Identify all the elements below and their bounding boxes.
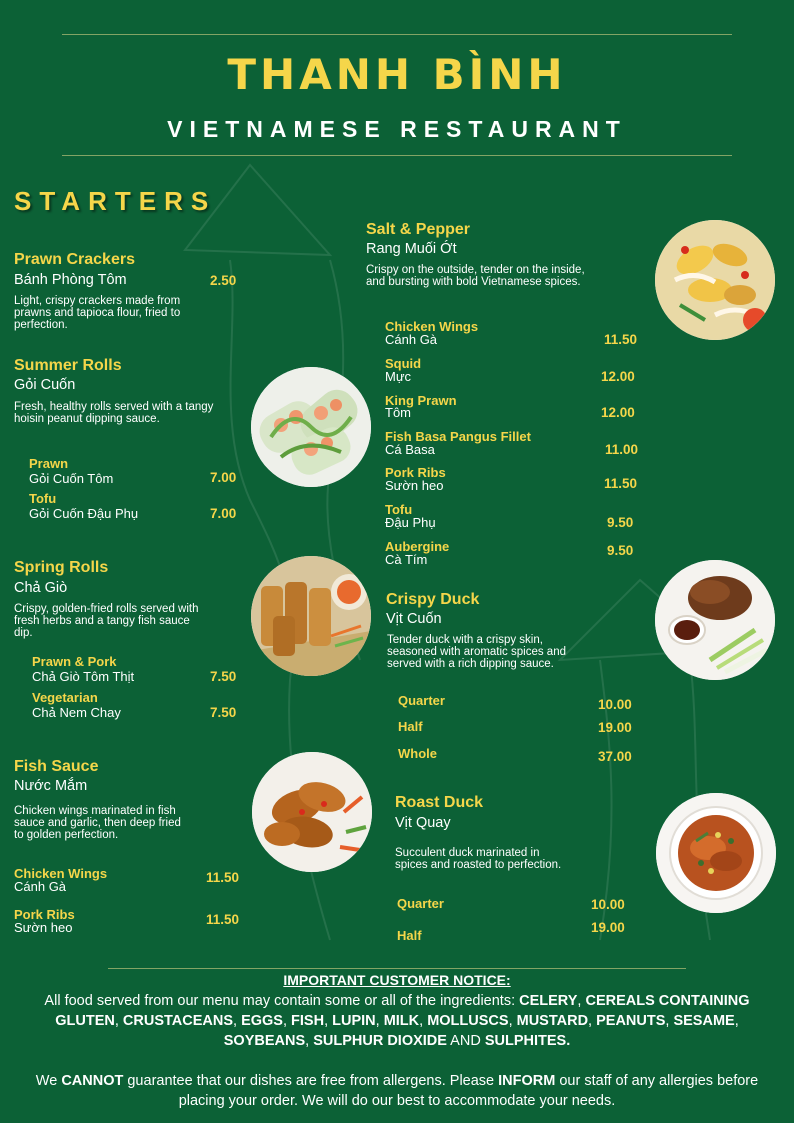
allergen: CEREALS CONTAINING GLUTEN <box>55 993 750 1029</box>
spring-rolls-photo <box>251 556 371 676</box>
option-viet-name: Chả Nem Chay <box>32 705 121 720</box>
dish-viet-name: Nước Mắm <box>14 778 88 794</box>
allergen: MUSTARD <box>516 1013 589 1029</box>
option-name: Squid <box>385 356 422 371</box>
option-viet-name: Chả Giò Tôm Thịt <box>32 669 135 684</box>
section-title: STARTERS <box>14 186 217 216</box>
dish-name: Salt & Pepper <box>366 221 471 238</box>
fish-sauce-wings-photo <box>252 752 372 872</box>
option-price: 7.50 <box>210 705 237 720</box>
option-price: 9.50 <box>607 543 634 558</box>
dish-viet-name: Rang Muối Ớt <box>366 241 457 257</box>
option-price: 10.00 <box>591 897 625 912</box>
notice-divider <box>108 968 686 969</box>
option-name: Aubergine <box>385 539 450 554</box>
option-name: Vegetarian <box>32 690 98 705</box>
dish-description: Crispy, golden-fried rolls served with fresh herbs and a tangy fish sauce dip. <box>14 603 199 639</box>
dish-name: Fish Sauce <box>14 758 99 775</box>
dish-price: 2.50 <box>210 273 237 288</box>
allergen-paragraph: All food served from our menu may contain some or all of the ingredients: CELERY, CEREALS CONTAINING GLUTEN, CRUSTACEANS, EGGS, FISH, LUPIN, MILK, MOLLUSCS, MUSTARD, PEANUTS, SESAME, SOYBEANS, SULPHUR DIOXIDE AND SULPHITES. <box>44 993 750 1049</box>
option-price: 7.00 <box>210 470 237 485</box>
option-viet-name: Sườn heo <box>14 920 73 935</box>
allergen: CRUSTACEANS <box>122 1013 234 1029</box>
allergen: SOYBEANS <box>223 1033 306 1049</box>
option-price: 19.00 <box>598 720 632 735</box>
option-viet-name: Cánh Gà <box>385 332 438 347</box>
option-name: King Prawn <box>385 393 457 408</box>
dish-name: Prawn Crackers <box>14 251 135 268</box>
summer-rolls-photo <box>251 367 371 487</box>
dish-viet-name: Vịt Cuốn <box>386 611 442 627</box>
dish-viet-name: Vịt Quay <box>395 815 451 831</box>
option-price: 11.50 <box>604 332 638 347</box>
notice-title: IMPORTANT CUSTOMER NOTICE: <box>283 972 511 988</box>
cannot-guarantee-paragraph <box>34 1071 760 1111</box>
dish-description: Succulent duck marinated in spices and roasted to perfection. <box>395 847 562 871</box>
option-name: Chicken Wings <box>14 866 108 881</box>
dish-name: Roast Duck <box>395 794 484 811</box>
option-price: 12.00 <box>601 369 635 384</box>
option-name: Prawn & Pork <box>32 654 117 669</box>
option-viet-name: Đậu Phụ <box>385 515 436 530</box>
option-price: 37.00 <box>598 749 632 764</box>
dish-name: Crispy Duck <box>386 591 480 608</box>
option-name: Pork Ribs <box>14 907 75 922</box>
option-name: Tofu <box>385 502 413 517</box>
notice-text: our staff of any allergies before placing your order. We will do our best to accommodate your needs. <box>178 1073 759 1109</box>
dish-viet-name: Bánh Phòng Tôm <box>14 272 127 288</box>
allergen-and: AND <box>446 1033 485 1049</box>
dish-description: Fresh, healthy rolls served with a tangy hoisin peanut dipping sauce. <box>14 401 214 425</box>
allergen: FISH <box>291 1013 325 1029</box>
option-price: 11.50 <box>604 476 638 491</box>
option-viet-name: Sườn heo <box>385 478 444 493</box>
salt-pepper-photo <box>655 220 775 340</box>
option-name: Chicken Wings <box>385 319 479 334</box>
option-name: Pork Ribs <box>385 465 446 480</box>
option-name: Quarter <box>397 896 444 911</box>
notice-emphasis: INFORM <box>498 1073 556 1089</box>
dish-description: Chicken wings marinated in fish sauce and garlic, then deep fried to golden perfection. <box>14 805 181 841</box>
restaurant-name: THANH BÌNH <box>227 50 567 99</box>
option-price: 11.00 <box>605 442 639 457</box>
restaurant-subtitle: VIETNAMESE RESTAURANT <box>167 116 627 142</box>
option-price: 11.50 <box>206 912 240 927</box>
allergen: PEANUTS <box>596 1013 666 1029</box>
crispy-duck-photo <box>655 560 775 680</box>
option-name: Tofu <box>29 491 57 506</box>
option-viet-name: Tôm <box>385 405 411 420</box>
option-viet-name: Gỏi Cuốn Tôm <box>29 471 114 486</box>
roast-duck-photo <box>656 793 776 913</box>
dish-description: Tender duck with a crispy skin, seasoned with aromatic spices and served with a rich dipping sauce. <box>387 634 566 670</box>
dish-viet-name: Chả Giò <box>14 580 68 596</box>
option-price: 9.50 <box>607 515 634 530</box>
option-price: 11.50 <box>206 870 240 885</box>
option-name: Quarter <box>398 693 445 708</box>
option-viet-name: Cà Tím <box>385 552 428 567</box>
dish-description: Light, crispy crackers made from prawns and tapioca flour, fried to perfection. <box>14 295 181 331</box>
option-name: Fish Basa Pangus Fillet <box>385 429 531 444</box>
option-viet-name: Gỏi Cuốn Đậu Phụ <box>29 506 139 521</box>
option-name: Half <box>397 928 422 943</box>
option-name: Whole <box>398 746 437 761</box>
dish-description: Crispy on the outside, tender on the inside, and bursting with bold Vietnamese spices. <box>366 264 585 288</box>
allergen: SULPHITES. <box>484 1033 571 1049</box>
allergen: SESAME <box>673 1013 735 1029</box>
option-price: 7.50 <box>210 669 237 684</box>
allergen: SULPHUR DIOXIDE <box>313 1033 447 1049</box>
option-price: 7.00 <box>210 506 237 521</box>
allergen: MOLLUSCS <box>427 1013 509 1029</box>
allergen: CELERY <box>519 993 578 1009</box>
allergen-lead: All food served from our menu may contain some or all of the ingredients: <box>44 993 520 1009</box>
option-price: 19.00 <box>591 920 625 935</box>
option-name: Prawn <box>29 456 69 471</box>
notice-emphasis: CANNOT <box>61 1073 124 1089</box>
notice-text: We <box>35 1073 62 1089</box>
option-name: Half <box>398 719 423 734</box>
allergen: MILK <box>383 1013 420 1029</box>
allergen: LUPIN <box>332 1013 376 1029</box>
allergen: EGGS <box>241 1013 283 1029</box>
dish-name: Summer Rolls <box>14 357 122 374</box>
option-viet-name: Cánh Gà <box>14 879 67 894</box>
option-price: 10.00 <box>598 697 632 712</box>
dish-viet-name: Gỏi Cuốn <box>14 377 76 393</box>
option-viet-name: Mực <box>385 369 412 384</box>
notice-text: guarantee that our dishes are free from allergens. Please <box>123 1073 499 1089</box>
option-viet-name: Cá Basa <box>385 442 435 457</box>
header-divider <box>62 155 732 156</box>
option-price: 12.00 <box>601 405 635 420</box>
top-divider <box>62 34 732 35</box>
dish-name: Spring Rolls <box>14 559 109 576</box>
